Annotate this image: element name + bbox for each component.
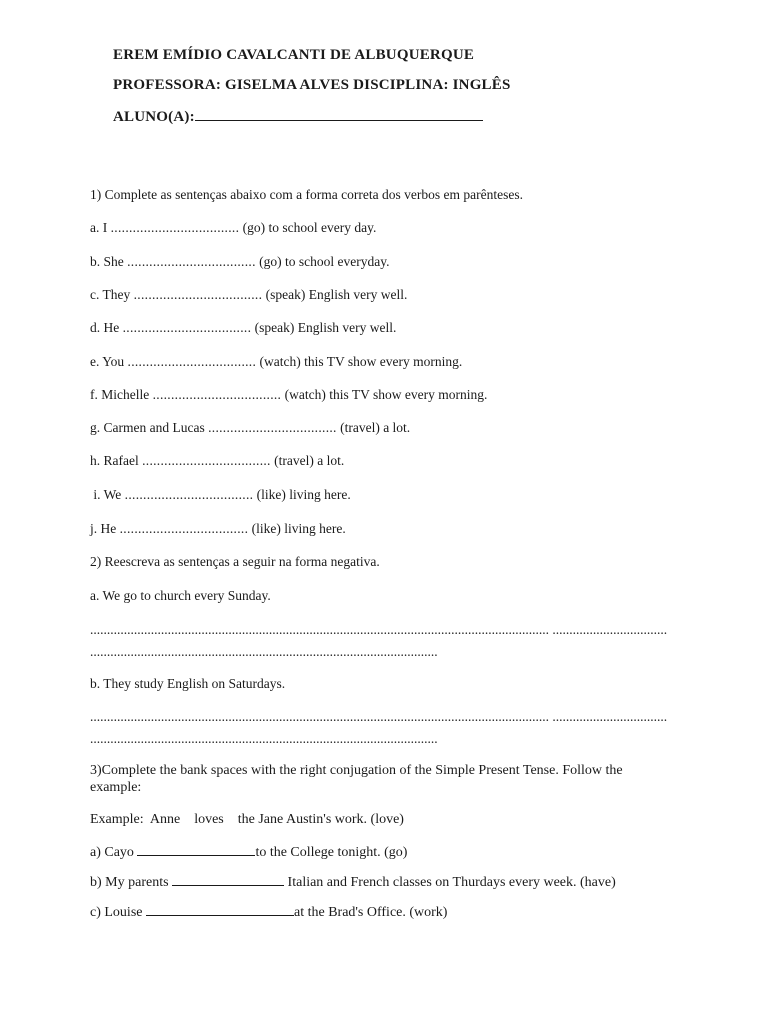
q3-item-prefix: b) My parents: [90, 875, 169, 890]
q3-item-suffix: Italian and French classes on Thurdays every week. (have): [284, 875, 616, 890]
q1-item-blank: ...................................: [127, 254, 256, 269]
q1-item-suffix: (speak) English very well.: [265, 287, 408, 302]
student-name-blank: [195, 108, 483, 121]
q1-item-e: [90, 354, 462, 370]
q1-item-prefix: i. We: [90, 487, 122, 502]
teacher-discipline: PROFESSORA: GISELMA ALVES DISCIPLINA: INGLÊS: [113, 77, 511, 93]
q1-item-d: [90, 320, 396, 336]
q2-instruction: 2) Reescreva as sentenças a seguir na forma negativa.: [90, 554, 380, 569]
q3-item-a: [90, 843, 407, 861]
q1-item-suffix: (speak) English very well.: [254, 320, 397, 335]
q1-item-i: [90, 487, 351, 503]
q3-item-blank: [137, 843, 255, 856]
q2-answer-line-a1: ........................................................................................................................................ ..................................: [90, 622, 668, 637]
q2-answer-line-b1: ........................................................................................................................................ ..................................: [90, 709, 668, 724]
q1-item-prefix: b. She: [90, 254, 124, 269]
q3-item-suffix: at the Brad's Office. (work): [293, 905, 448, 920]
student-field: [113, 108, 483, 126]
q2-item-a: a. We go to church every Sunday.: [90, 588, 271, 603]
q1-item-j: [90, 521, 346, 537]
q1-item-suffix: (go) to school everyday.: [259, 254, 390, 269]
q1-item-blank: ...................................: [119, 521, 249, 536]
q1-item-suffix: (travel) a lot.: [274, 453, 345, 468]
q2-item-b: b. They study English on Saturdays.: [90, 676, 286, 691]
q1-item-blank: ...................................: [142, 453, 271, 468]
q1-item-blank: ...................................: [110, 220, 240, 235]
q1-item-prefix: a. I: [90, 220, 108, 235]
q1-item-blank: ...................................: [122, 320, 252, 335]
q1-item-blank: ...................................: [127, 354, 257, 369]
q3-instruction-line2: example:: [90, 780, 142, 795]
q3-item-blank: [146, 903, 294, 916]
q1-item-blank: ...................................: [208, 420, 337, 435]
q2-answer-line-a2: .......................................................................................................: [90, 644, 438, 659]
q1-item-suffix: (like) living here.: [251, 521, 346, 536]
q1-item-f: [90, 387, 487, 403]
q1-item-h: [90, 453, 344, 469]
q1-item-prefix: c. They: [90, 287, 131, 302]
q3-item-prefix: a) Cayo: [90, 845, 134, 860]
q3-item-prefix: c) Louise: [90, 905, 143, 920]
q1-item-blank: ...................................: [124, 487, 254, 502]
q3-item-c: [90, 903, 447, 921]
q3-example: Example: Anne loves the Jane Austin's work. (love): [90, 812, 404, 827]
q1-item-blank: ...................................: [152, 387, 282, 402]
q1-item-blank: ...................................: [133, 287, 263, 302]
q1-item-suffix: (watch) this TV show every morning.: [259, 354, 463, 369]
q1-item-prefix: h. Rafael: [90, 453, 139, 468]
q3-item-blank: [172, 873, 284, 886]
q1-item-c: [90, 287, 407, 303]
q2-answer-line-b2: .......................................................................................................: [90, 731, 438, 746]
q3-instruction-line1: 3)Complete the bank spaces with the right conjugation of the Simple Present Tense. Follow the: [90, 763, 623, 778]
q1-instruction: 1) Complete as sentenças abaixo com a forma correta dos verbos em parênteses.: [90, 187, 523, 202]
q3-item-b: [90, 873, 616, 891]
q1-item-prefix: j. He: [90, 521, 117, 536]
q1-item-prefix: g. Carmen and Lucas: [90, 420, 205, 435]
q1-item-suffix: (watch) this TV show every morning.: [284, 387, 488, 402]
q1-item-prefix: d. He: [90, 320, 120, 335]
q1-item-suffix: (travel) a lot.: [340, 420, 411, 435]
q1-item-prefix: e. You: [90, 354, 125, 369]
q1-item-suffix: (go) to school every day.: [242, 220, 377, 235]
q1-item-a: [90, 220, 376, 236]
q3-item-suffix: to the College tonight. (go): [255, 845, 408, 860]
q1-item-prefix: f. Michelle: [90, 387, 150, 402]
q1-item-b: [90, 254, 389, 270]
student-label: ALUNO(A):: [113, 109, 195, 125]
q1-item-suffix: (like) living here.: [256, 487, 351, 502]
school-name: EREM EMÍDIO CAVALCANTI DE ALBUQUERQUE: [113, 47, 475, 63]
q1-item-g: [90, 420, 410, 436]
